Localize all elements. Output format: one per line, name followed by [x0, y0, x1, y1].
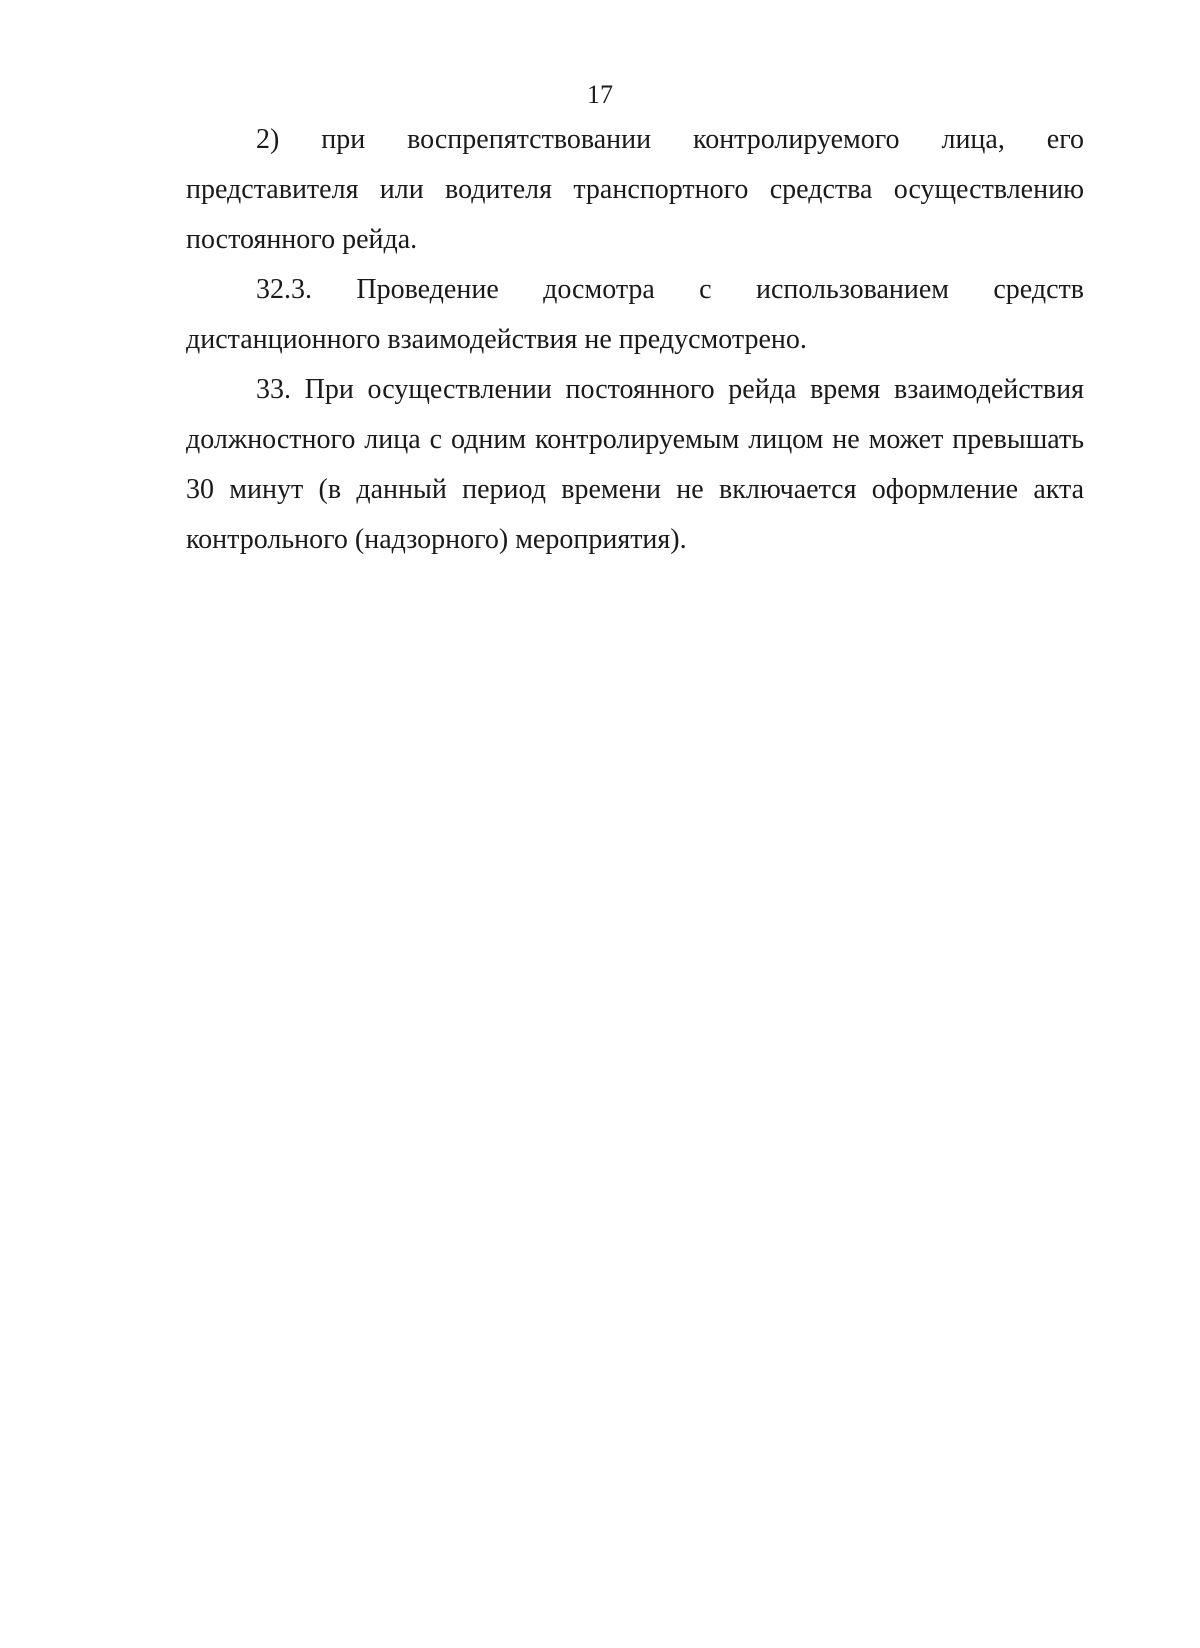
paragraph-32-3: 32.3. Проведение досмотра с использованием средств дистанционного взаимодействия не предусмотрено.: [186, 274, 1084, 355]
paragraph-item-2: 2) при воспрепятствовании контролируемого лица, его представителя или водителя транспортного средства осуществлению постоянного рейда.: [186, 124, 1084, 255]
page-number: 17: [587, 80, 613, 109]
document-body: [186, 115, 1084, 565]
paragraph-33: 33. При осуществлении постоянного рейда время взаимодействия должностного лица с одним контролируемым лицом не может превышать 30 минут (в данный период времени не включается оформление акта контрольного (надзорного) мероприятия).: [186, 374, 1084, 555]
